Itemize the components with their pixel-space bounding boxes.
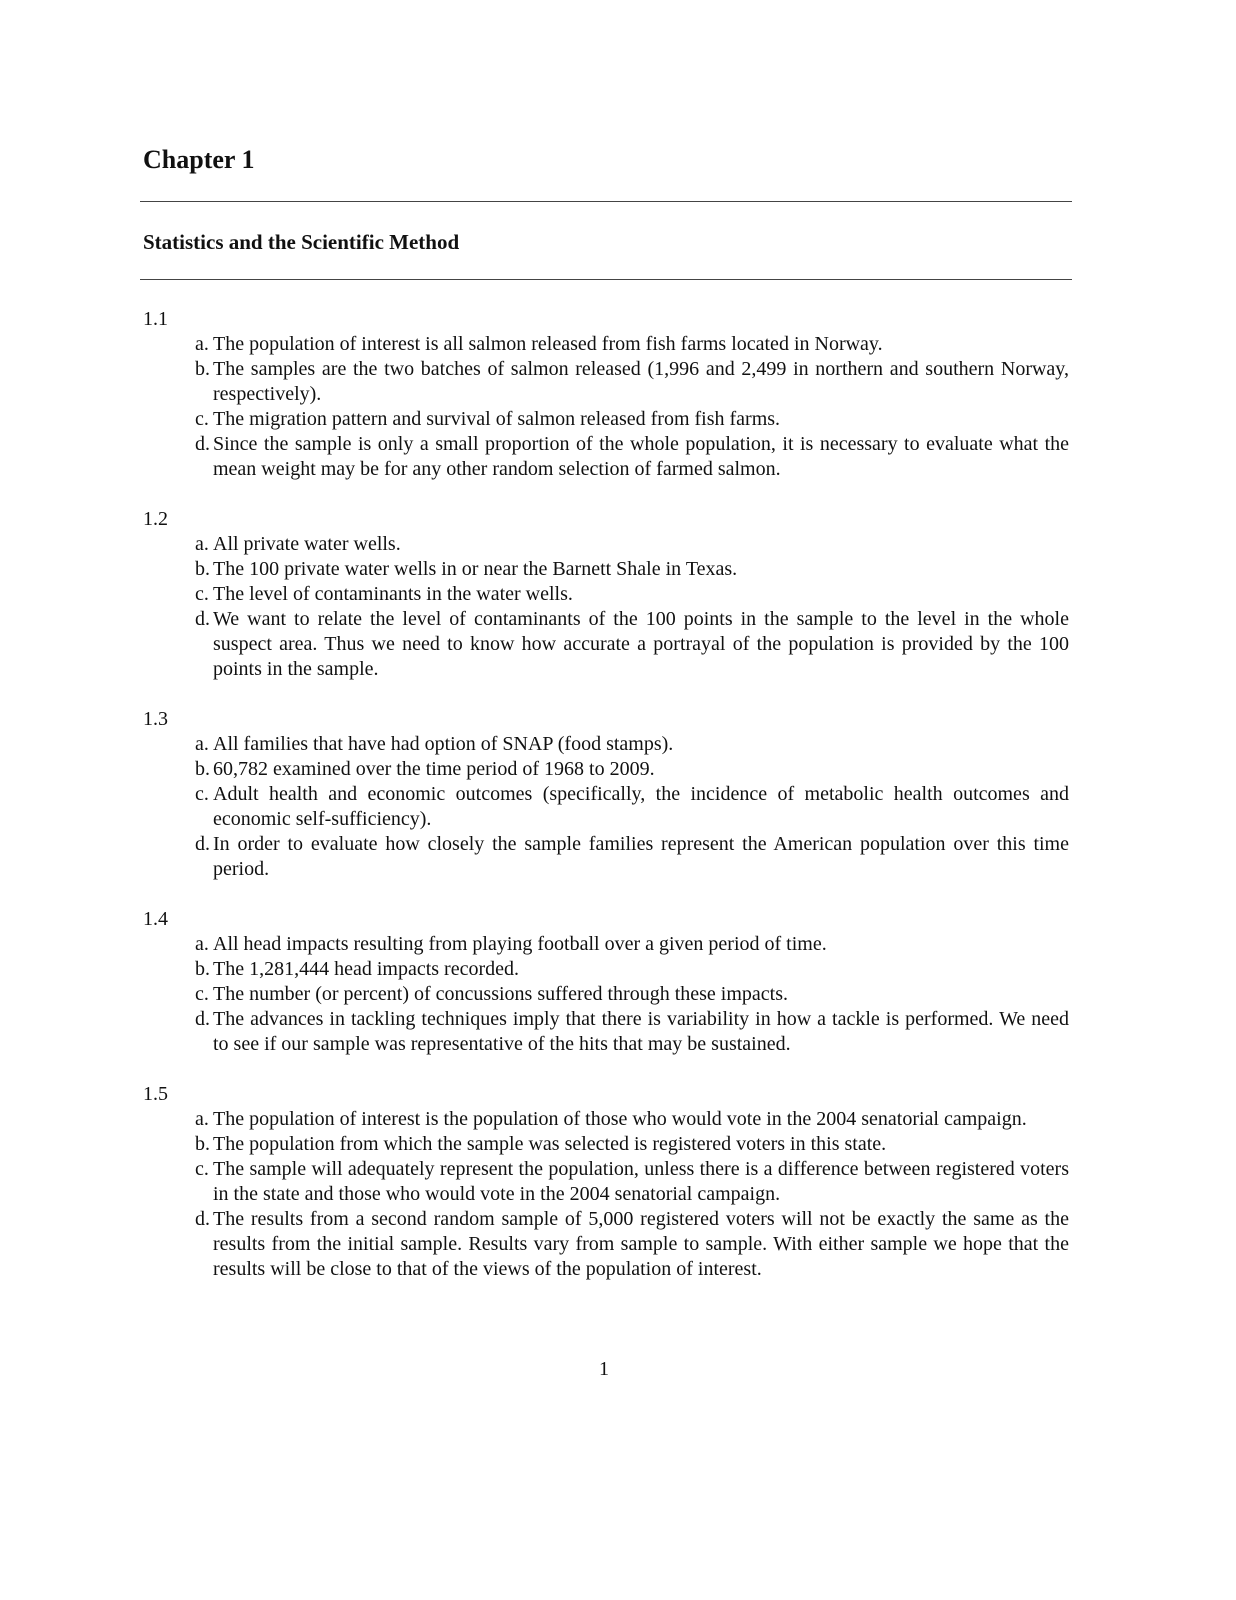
- part-text: All private water wells.: [213, 533, 401, 555]
- exercise-list: [143, 307, 1071, 1307]
- exercise-part: [143, 357, 1071, 407]
- part-letter: a.: [195, 933, 209, 955]
- exercise-part: [143, 607, 1071, 682]
- part-letter: c.: [195, 983, 209, 1005]
- part-text: The advances in tackling techniques imply that there is variability in how a tackle is performed. We need to see if our sample was representative of the hits that may be sustained.: [213, 1008, 1069, 1055]
- exercise-part: [143, 982, 1071, 1007]
- part-text: We want to relate the level of contaminants of the 100 points in the sample to the level in the whole suspect area. Thus we need to know how accurate a portrayal of the population is provided by the 100 points in the sample.: [213, 608, 1069, 680]
- exercise-number: 1.1: [143, 308, 168, 330]
- exercise-part: [143, 957, 1071, 982]
- exercise-1-4: [143, 907, 1071, 1057]
- part-text: The population of interest is all salmon released from fish farms located in Norway.: [213, 333, 883, 355]
- part-letter: b.: [195, 1133, 210, 1155]
- exercise-part: [143, 1207, 1071, 1282]
- exercise-part: [143, 407, 1071, 432]
- exercise-number: 1.3: [143, 708, 168, 730]
- section-title: Statistics and the Scientific Method: [143, 230, 460, 254]
- part-letter: a.: [195, 533, 209, 555]
- exercise-part: [143, 1157, 1071, 1207]
- part-text: The results from a second random sample of 5,000 registered voters will not be exactly the same as the results from the initial sample. Results vary from sample to sample. With either sample we hope that the results will be close to that of the views of the population of interest.: [213, 1208, 1069, 1280]
- part-letter: d.: [195, 1208, 210, 1230]
- part-text: The samples are the two batches of salmon released (1,996 and 2,499 in northern and southern Norway, respectively).: [213, 358, 1069, 405]
- part-letter: d.: [195, 608, 210, 630]
- part-letter: c.: [195, 408, 209, 430]
- exercise-part: [143, 432, 1071, 482]
- part-letter: c.: [195, 1158, 209, 1180]
- part-letter: c.: [195, 783, 209, 805]
- part-letter: a.: [195, 333, 209, 355]
- exercise-part: [143, 1132, 1071, 1157]
- part-letter: b.: [195, 558, 210, 580]
- exercise-part: [143, 582, 1071, 607]
- part-text: The migration pattern and survival of salmon released from fish farms.: [213, 408, 781, 430]
- part-text: 60,782 examined over the time period of 1968 to 2009.: [213, 758, 655, 780]
- part-text: All families that have had option of SNAP (food stamps).: [213, 733, 674, 755]
- exercise-part: [143, 1107, 1071, 1132]
- exercise-1-3: [143, 707, 1071, 882]
- exercise-part: [143, 782, 1071, 832]
- part-text: The level of contaminants in the water wells.: [213, 583, 573, 605]
- exercise-1-1: [143, 307, 1071, 482]
- bottom-divider: [140, 279, 1072, 280]
- part-letter: b.: [195, 358, 210, 380]
- exercise-number: 1.2: [143, 508, 168, 530]
- exercise-part: [143, 757, 1071, 782]
- part-letter: a.: [195, 1108, 209, 1130]
- part-text: The population of interest is the population of those who would vote in the 2004 senatorial campaign.: [213, 1108, 1027, 1130]
- exercise-part: [143, 832, 1071, 882]
- part-text: Since the sample is only a small proportion of the whole population, it is necessary to evaluate what the mean weight may be for any other random selection of farmed salmon.: [213, 433, 1069, 480]
- part-text: The sample will adequately represent the population, unless there is a difference between registered voters in the state and those who would vote in the 2004 senatorial campaign.: [213, 1158, 1069, 1205]
- part-text: In order to evaluate how closely the sample families represent the American population over this time period.: [213, 833, 1069, 880]
- exercise-number: 1.5: [143, 1083, 168, 1105]
- part-text: All head impacts resulting from playing football over a given period of time.: [213, 933, 827, 955]
- exercise-part: [143, 932, 1071, 957]
- exercise-part: [143, 557, 1071, 582]
- exercise-1-2: [143, 507, 1071, 682]
- part-text: Adult health and economic outcomes (specifically, the incidence of metabolic health outcomes and economic self-sufficiency).: [213, 783, 1069, 830]
- exercise-number: 1.4: [143, 908, 168, 930]
- part-text: The population from which the sample was selected is registered voters in this state.: [213, 1133, 887, 1155]
- part-text: The 1,281,444 head impacts recorded.: [213, 958, 520, 980]
- exercise-part: [143, 332, 1071, 357]
- top-divider: [140, 201, 1072, 202]
- part-letter: b.: [195, 958, 210, 980]
- part-letter: b.: [195, 758, 210, 780]
- part-letter: d.: [195, 1008, 210, 1030]
- part-letter: c.: [195, 583, 209, 605]
- chapter-title: Chapter 1: [143, 145, 255, 174]
- part-letter: d.: [195, 433, 210, 455]
- exercise-1-5: [143, 1082, 1071, 1282]
- exercise-part: [143, 532, 1071, 557]
- exercise-part: [143, 1007, 1071, 1057]
- part-text: The 100 private water wells in or near the Barnett Shale in Texas.: [213, 558, 738, 580]
- exercise-part: [143, 732, 1071, 757]
- part-letter: d.: [195, 833, 210, 855]
- part-text: The number (or percent) of concussions suffered through these impacts.: [213, 983, 789, 1005]
- page-number: 1: [599, 1358, 609, 1380]
- part-letter: a.: [195, 733, 209, 755]
